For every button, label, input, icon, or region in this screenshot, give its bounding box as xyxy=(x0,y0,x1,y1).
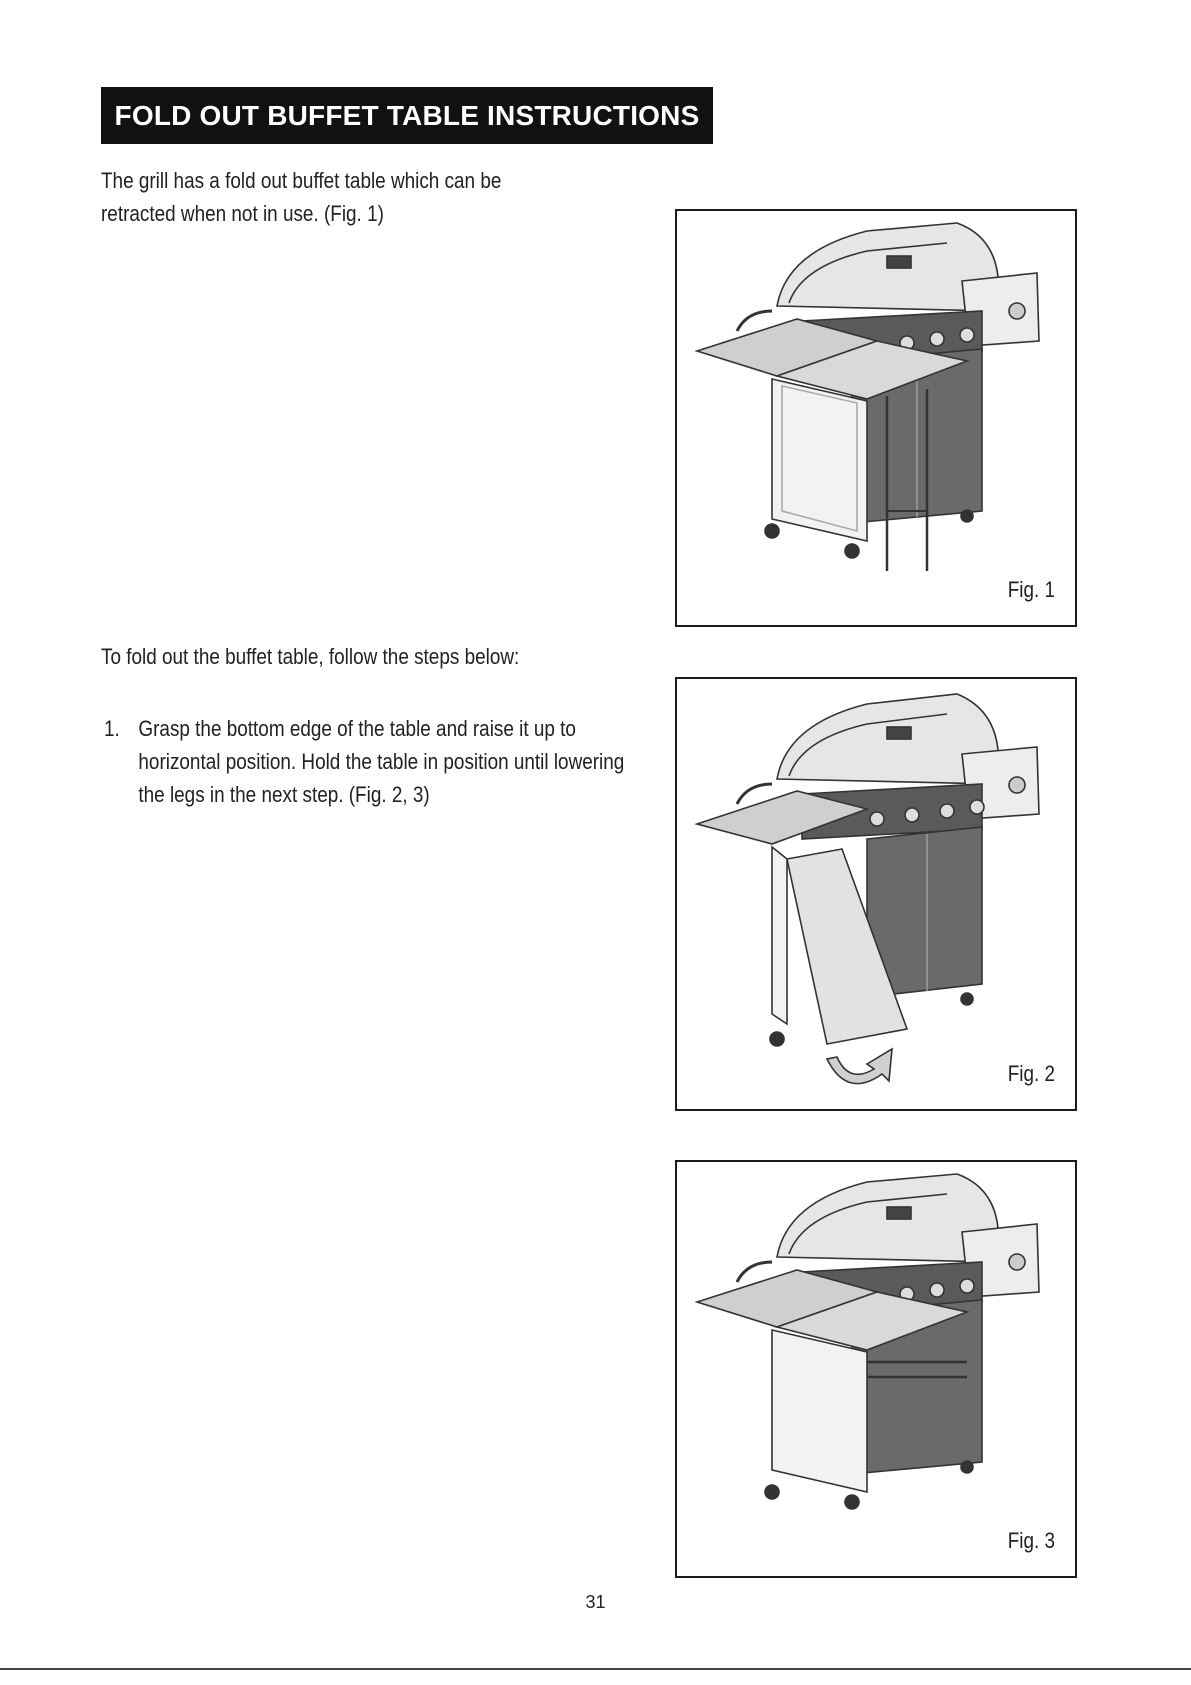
section-title: FOLD OUT BUFFET TABLE INSTRUCTIONS xyxy=(101,87,713,144)
steps-intro: To fold out the buffet table, follow the steps below: xyxy=(101,644,520,669)
grill-retracted-illustration xyxy=(677,211,1077,627)
figure-2 xyxy=(675,677,1077,1111)
figure-caption: Fig. 2 xyxy=(1007,1061,1055,1086)
intro-line: The grill has a fold out buffet table which can be xyxy=(101,168,502,193)
bottom-divider xyxy=(0,1668,1191,1670)
figure-3 xyxy=(675,1160,1077,1578)
figure-caption: Fig. 1 xyxy=(1007,577,1055,602)
step-line: the legs in the next step. (Fig. 2, 3) xyxy=(138,782,430,807)
figure-caption: Fig. 3 xyxy=(1007,1528,1055,1553)
step-number: 1. xyxy=(104,716,120,741)
step-item xyxy=(104,712,625,822)
intro-paragraph xyxy=(101,164,501,230)
step-line: horizontal position. Hold the table in position until lowering xyxy=(138,749,625,774)
step-text xyxy=(138,712,624,811)
intro-line: retracted when not in use. (Fig. 1) xyxy=(101,201,384,226)
step-line: Grasp the bottom edge of the table and raise it up to xyxy=(138,716,576,741)
grill-extended-illustration xyxy=(677,1162,1077,1578)
grill-raising-illustration xyxy=(677,679,1077,1111)
figure-1 xyxy=(675,209,1077,627)
page-number: 31 xyxy=(585,1592,606,1612)
